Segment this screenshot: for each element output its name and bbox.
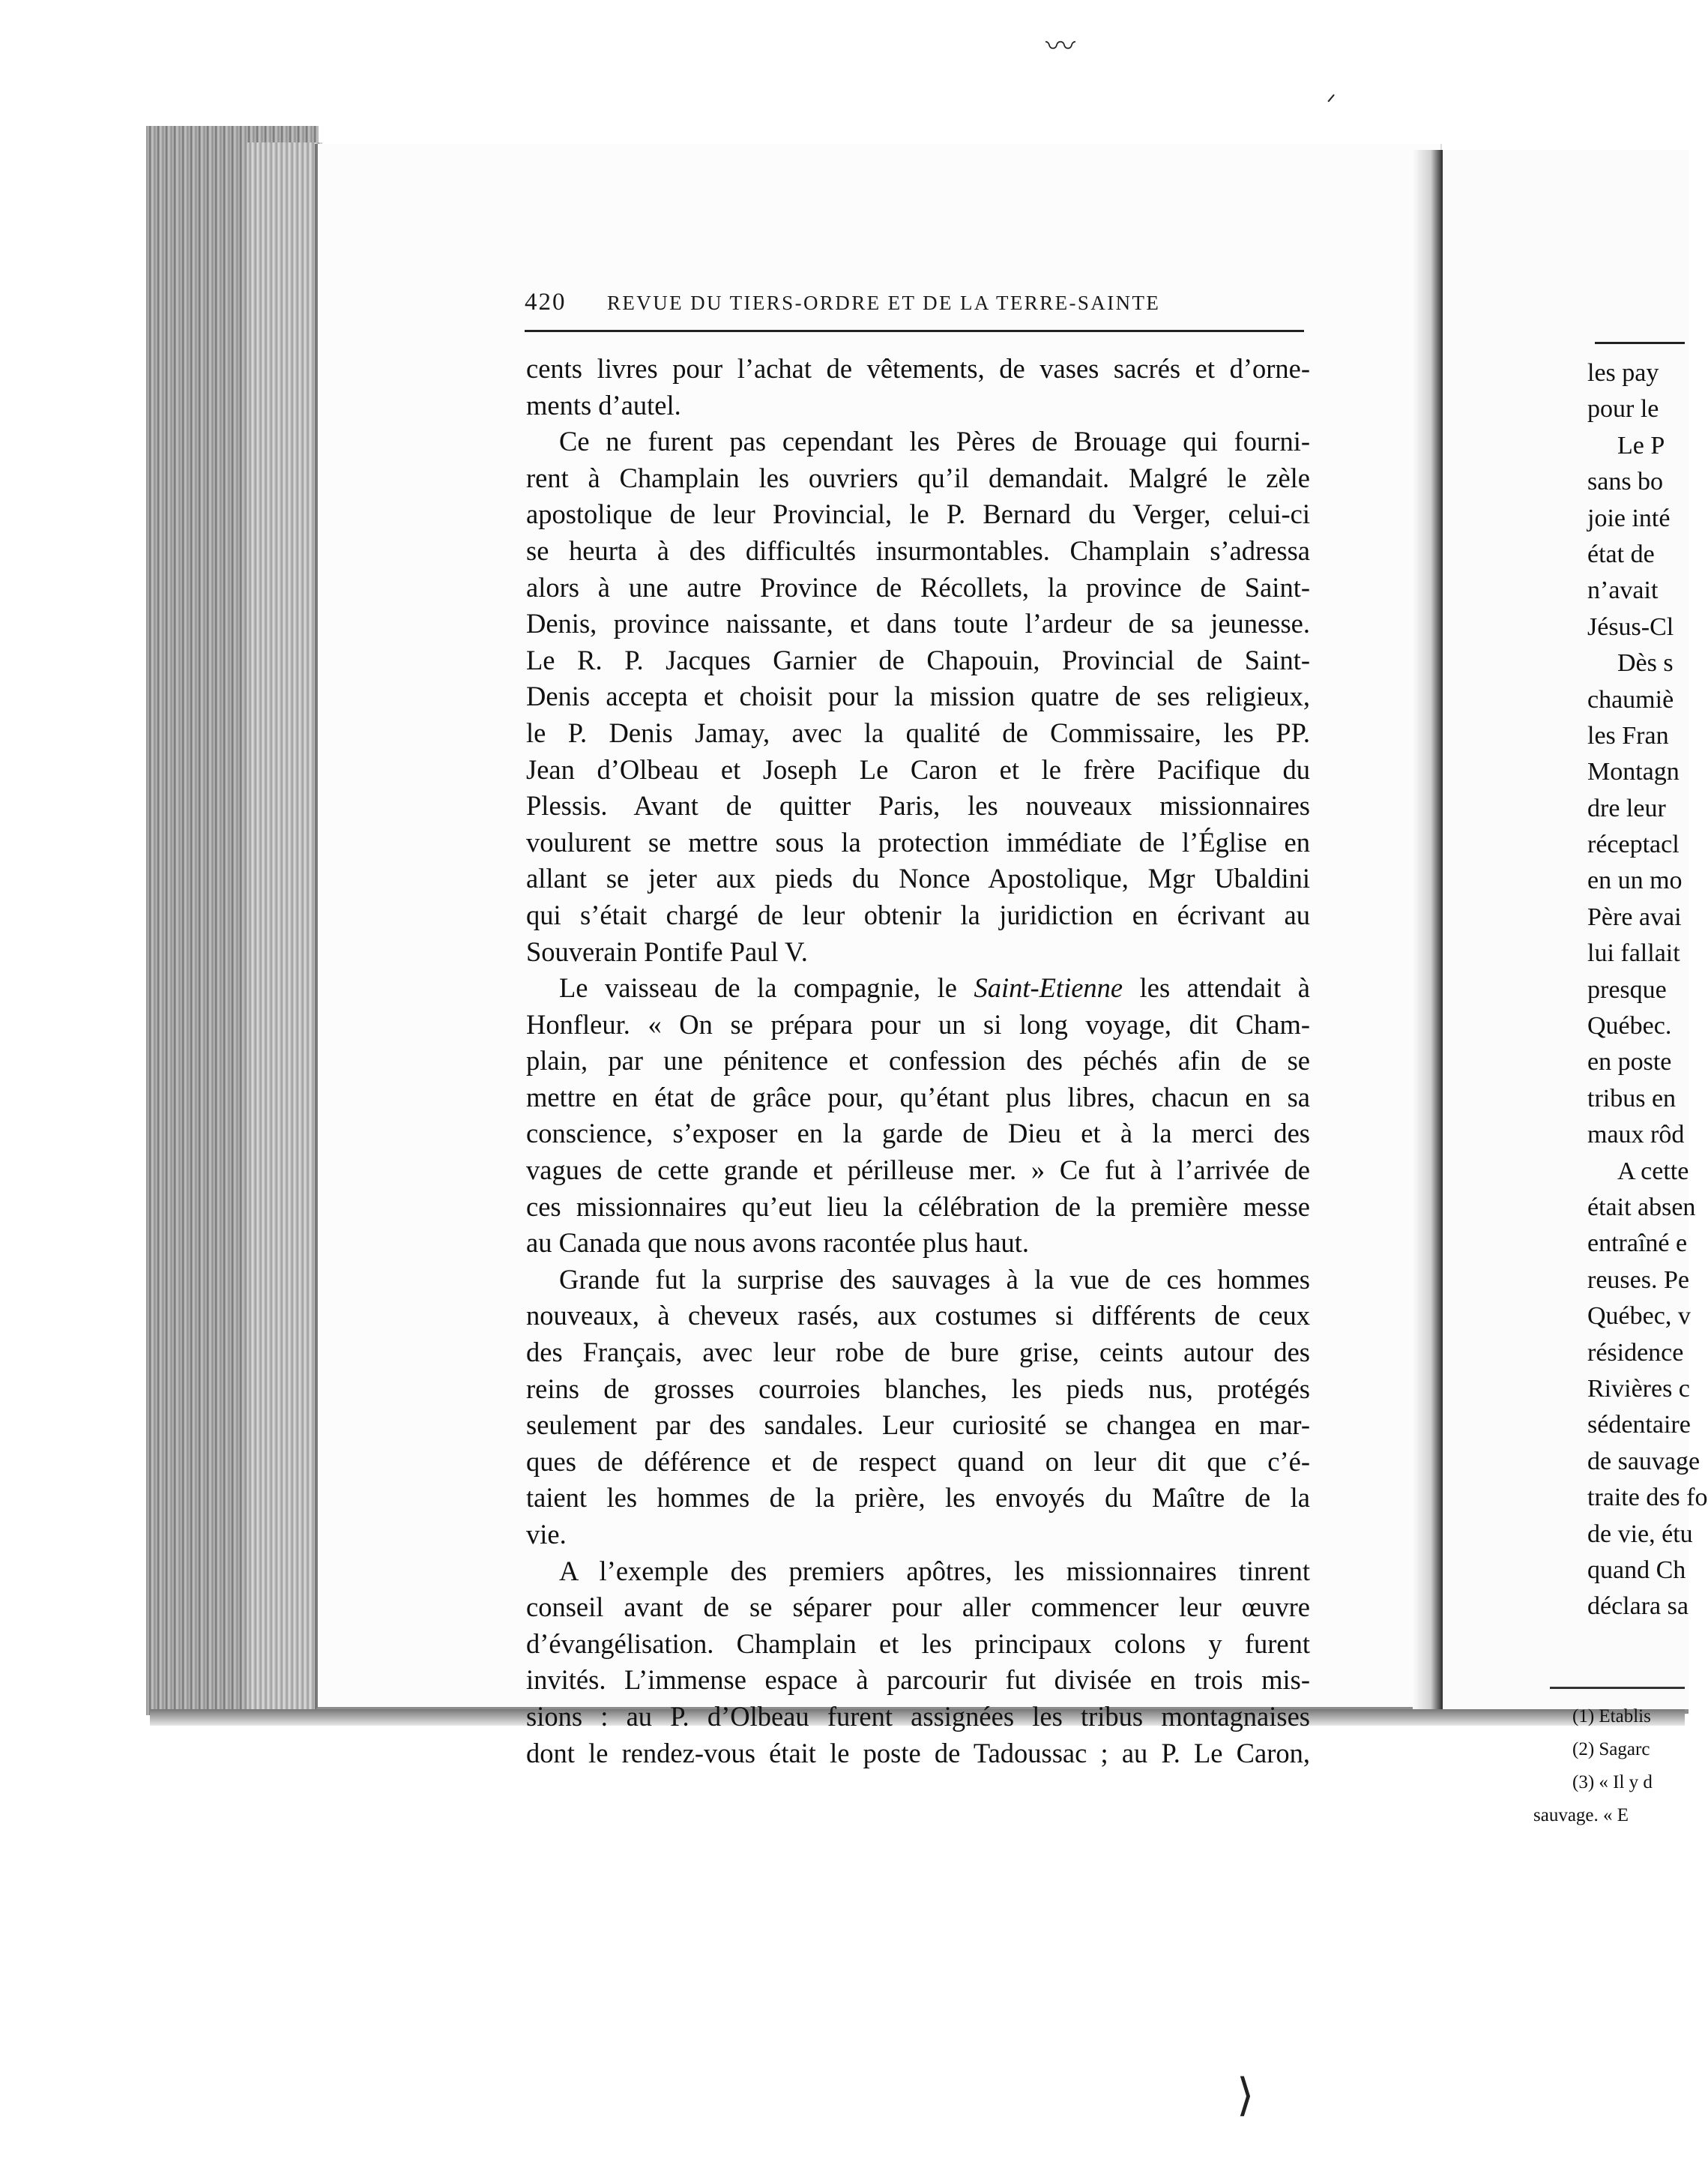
right-text-line: de vie, étu xyxy=(1587,1520,1693,1548)
text-line: A l’exemple des premiers apôtres, les missionnaires tinrent xyxy=(559,1555,1310,1586)
text-line: plain, par une pénitence et confession des péchés afin de se xyxy=(526,1045,1310,1077)
right-text-line: entraîné e xyxy=(1587,1229,1688,1258)
text-line: au Canada que nous avons racontée plus haut. xyxy=(526,1227,1029,1259)
text-line: mettre en état de grâce pour, qu’étant plus libres, chacun en sa xyxy=(526,1081,1310,1112)
text-line: ques de déférence et de respect quand on leur dit que c’é- xyxy=(526,1445,1310,1477)
right-text-line: était absen xyxy=(1587,1193,1696,1221)
right-text-line: joie inté xyxy=(1587,504,1671,532)
text-line: vagues de cette grande et périlleuse mer. » Ce fut à l’arrivée de xyxy=(526,1154,1310,1186)
text-line: se heurta à des difficultés insurmontables. Champlain s’adressa xyxy=(526,535,1310,566)
right-text-line: de sauvage xyxy=(1587,1447,1701,1475)
text-line: reins de grosses courroies blanches, les pieds nus, protégés xyxy=(526,1373,1310,1404)
text-line: Denis, province naissante, et dans toute l’ardeur de sa jeunesse. xyxy=(526,608,1310,639)
right-text-line: Jésus-Cl xyxy=(1587,612,1674,641)
text-line: sions : au P. d’Olbeau furent assignées les tribus montagnaises xyxy=(526,1700,1310,1732)
text-line: cents livres pour l’achat de vêtements, de vases sacrés et d’orne- xyxy=(526,353,1310,384)
text-line: conscience, s’exposer en la garde de Dieu et à la merci des xyxy=(526,1118,1310,1149)
footnote-line: (2) Sagarc xyxy=(1572,1739,1650,1759)
right-text-line: dre leur xyxy=(1587,794,1666,822)
right-page-text xyxy=(1587,355,1708,1625)
right-text-line: les pay xyxy=(1587,359,1659,387)
right-text-line: n’avait xyxy=(1587,576,1659,605)
right-text-line: Rivières c xyxy=(1587,1374,1690,1403)
footnote-line: (3) « Il y d xyxy=(1572,1772,1653,1792)
right-text-line: tribus en xyxy=(1587,1084,1677,1112)
text-line: voulurent se mettre sous la protection immédiate de l’Église en xyxy=(526,826,1310,858)
right-text-line: en poste xyxy=(1587,1048,1672,1077)
right-text-line: déclara sa xyxy=(1587,1592,1689,1621)
text-line: Honfleur. « On se prépara pour un si long voyage, dit Cham- xyxy=(526,1008,1310,1040)
text-line: taient les hommes de la prière, les envoyés du Maître de la xyxy=(526,1482,1310,1514)
text-line: rent à Champlain les ouvriers qu’il demandait. Malgré le zèle xyxy=(526,462,1310,493)
running-title: REVUE DU TIERS-ORDRE ET DE LA TERRE-SAINTE xyxy=(607,292,1161,314)
text-line: le P. Denis Jamay, avec la qualité de Commissaire, les PP. xyxy=(526,717,1310,748)
right-text-line: état de xyxy=(1587,540,1655,568)
text-line: ces missionnaires qu’eut lieu la célébration de la première messe xyxy=(526,1190,1310,1222)
footnote-line: sauvage. « E xyxy=(1533,1805,1629,1825)
right-text-line: résidence xyxy=(1587,1338,1684,1367)
scan-mark-small: ᐟ xyxy=(1327,91,1336,115)
text-line: dont le rendez-vous était le poste de Tadoussac ; au P. Le Caron, xyxy=(526,1737,1310,1768)
page-number: 420 xyxy=(525,289,567,316)
text-line: des Français, avec leur robe de bure grise, ceints autour des xyxy=(526,1337,1310,1368)
text-line: conseil avant de se séparer pour aller commencer leur œuvre xyxy=(526,1592,1310,1623)
text-line: seulement par des sandales. Leur curiosité se changea en mar- xyxy=(526,1409,1310,1441)
footnote-line: (1) Etablis xyxy=(1572,1706,1651,1726)
text-line: Jean d’Olbeau et Joseph Le Caron et le frère Pacifique du xyxy=(526,753,1310,785)
right-text-line: Québec. xyxy=(1587,1012,1672,1041)
text-line: vie. xyxy=(526,1519,567,1550)
right-text-line: réceptacl xyxy=(1587,831,1680,859)
right-text-line: sans bo xyxy=(1587,468,1664,496)
right-text-line: traite des fo xyxy=(1587,1484,1708,1512)
scan-mark-top: 〰 xyxy=(1045,29,1075,63)
text-line: Plessis. Avant de quitter Paris, les nouveaux missionnaires xyxy=(526,790,1310,822)
right-text-line: les Fran xyxy=(1587,721,1669,750)
ship-name: Saint-Etienne xyxy=(974,972,1123,1004)
text-line: apostolique de leur Provincial, le P. Bernard du Verger, celui-ci xyxy=(526,499,1310,530)
footnote-rule xyxy=(1550,1687,1685,1689)
right-text-line: lui fallait xyxy=(1587,939,1680,968)
running-header xyxy=(525,289,1304,326)
page-edges-inner xyxy=(247,142,322,1717)
right-text-line: pour le xyxy=(1587,395,1659,424)
right-text-line: maux rôd xyxy=(1587,1121,1685,1149)
right-text-line: A cette xyxy=(1617,1157,1689,1185)
text-line: ments d’autel. xyxy=(526,389,681,421)
right-text-line: Le P xyxy=(1617,431,1665,460)
scan-mark-bottom: ⟩ xyxy=(1237,2071,1255,2120)
right-page-footnotes xyxy=(1533,1700,1692,1832)
text-line: allant se jeter aux pieds du Nonce Apostolique, Mgr Ubaldini xyxy=(526,863,1310,894)
text-line: Grande fut la surprise des sauvages à la vue de ces hommes xyxy=(559,1263,1310,1295)
text-line: invités. L’immense espace à parcourir fut divisée en trois mis- xyxy=(526,1664,1310,1696)
book-gutter xyxy=(1413,150,1443,1717)
text-line: Ce ne furent pas cependant les Pères de Brouage qui fourni- xyxy=(559,426,1310,457)
right-text-line: chaumiè xyxy=(1587,685,1674,714)
right-text-line: Dès s xyxy=(1617,649,1674,678)
right-text-line: quand Ch xyxy=(1587,1556,1686,1584)
right-text-line: en un mo xyxy=(1587,867,1683,895)
right-text-line: sédentaire xyxy=(1587,1411,1691,1439)
right-text-line: Père avai xyxy=(1587,903,1682,931)
text-line: Le R. P. Jacques Garnier de Chapouin, Provincial de Saint- xyxy=(526,644,1310,675)
body-text xyxy=(526,351,1310,1771)
right-text-line: Montagn xyxy=(1587,758,1680,786)
right-text-line: Québec, v xyxy=(1587,1302,1691,1331)
text-line: alors à une autre Province de Récollets, la province de Saint- xyxy=(526,571,1310,603)
text-line: Le vaisseau de la compagnie, le Saint-Etienne les attendait à xyxy=(559,972,1310,1004)
right-text-line: reuses. Pe xyxy=(1587,1265,1689,1294)
text-line: d’évangélisation. Champlain et les principaux colons y furent xyxy=(526,1627,1310,1659)
header-rule xyxy=(525,330,1304,332)
right-header-rule xyxy=(1595,342,1685,344)
right-text-line: presque xyxy=(1587,975,1667,1004)
text-line: Souverain Pontife Paul V. xyxy=(526,936,808,967)
text-line: qui s’était chargé de leur obtenir la juridiction en écrivant au xyxy=(526,899,1310,930)
text-line: Denis accepta et choisit pour la mission quatre de ses religieux, xyxy=(526,681,1310,712)
text-line: nouveaux, à cheveux rasés, aux costumes si différents de ceux xyxy=(526,1300,1310,1331)
